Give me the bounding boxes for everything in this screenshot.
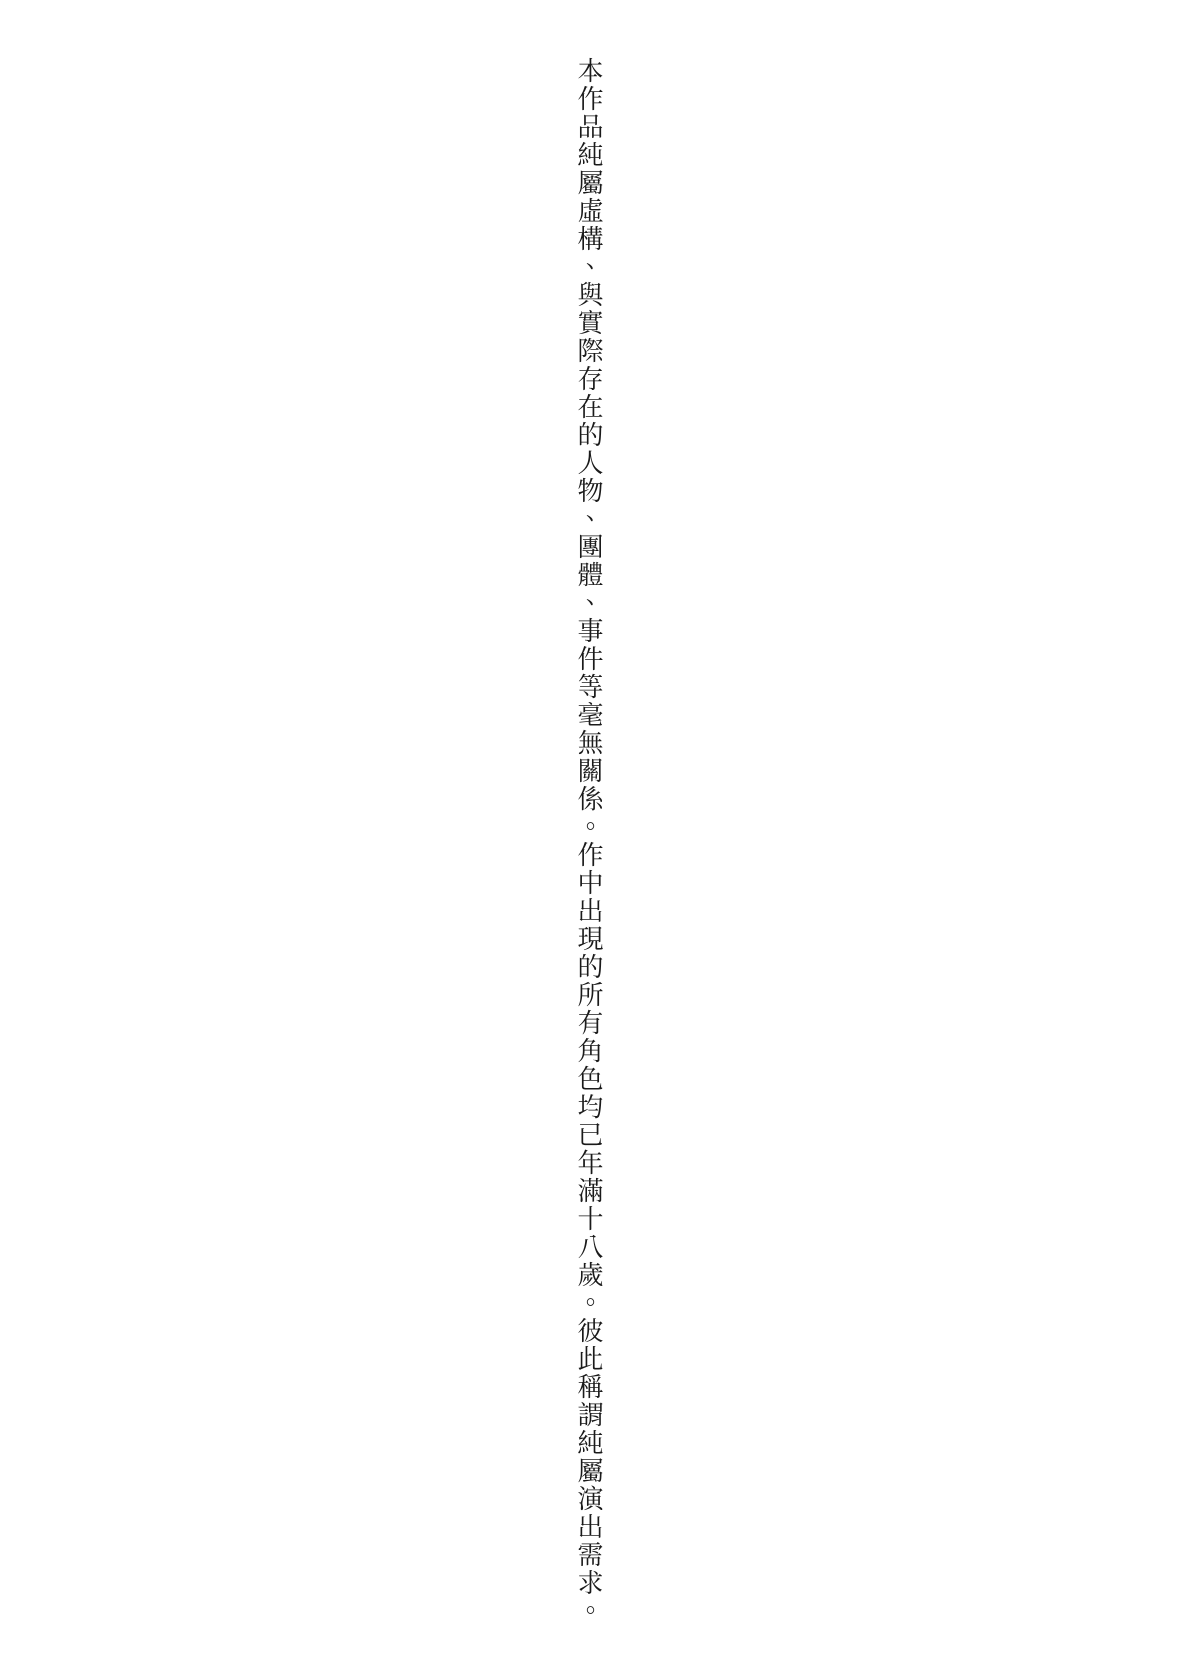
disclaimer-text: 本作品純屬虛構、與實際存在的人物、團體、事件等毫無關係。作中出現的所有角色均已年滿十八歲。彼此稱謂純屬演出需求。 xyxy=(574,57,604,1625)
